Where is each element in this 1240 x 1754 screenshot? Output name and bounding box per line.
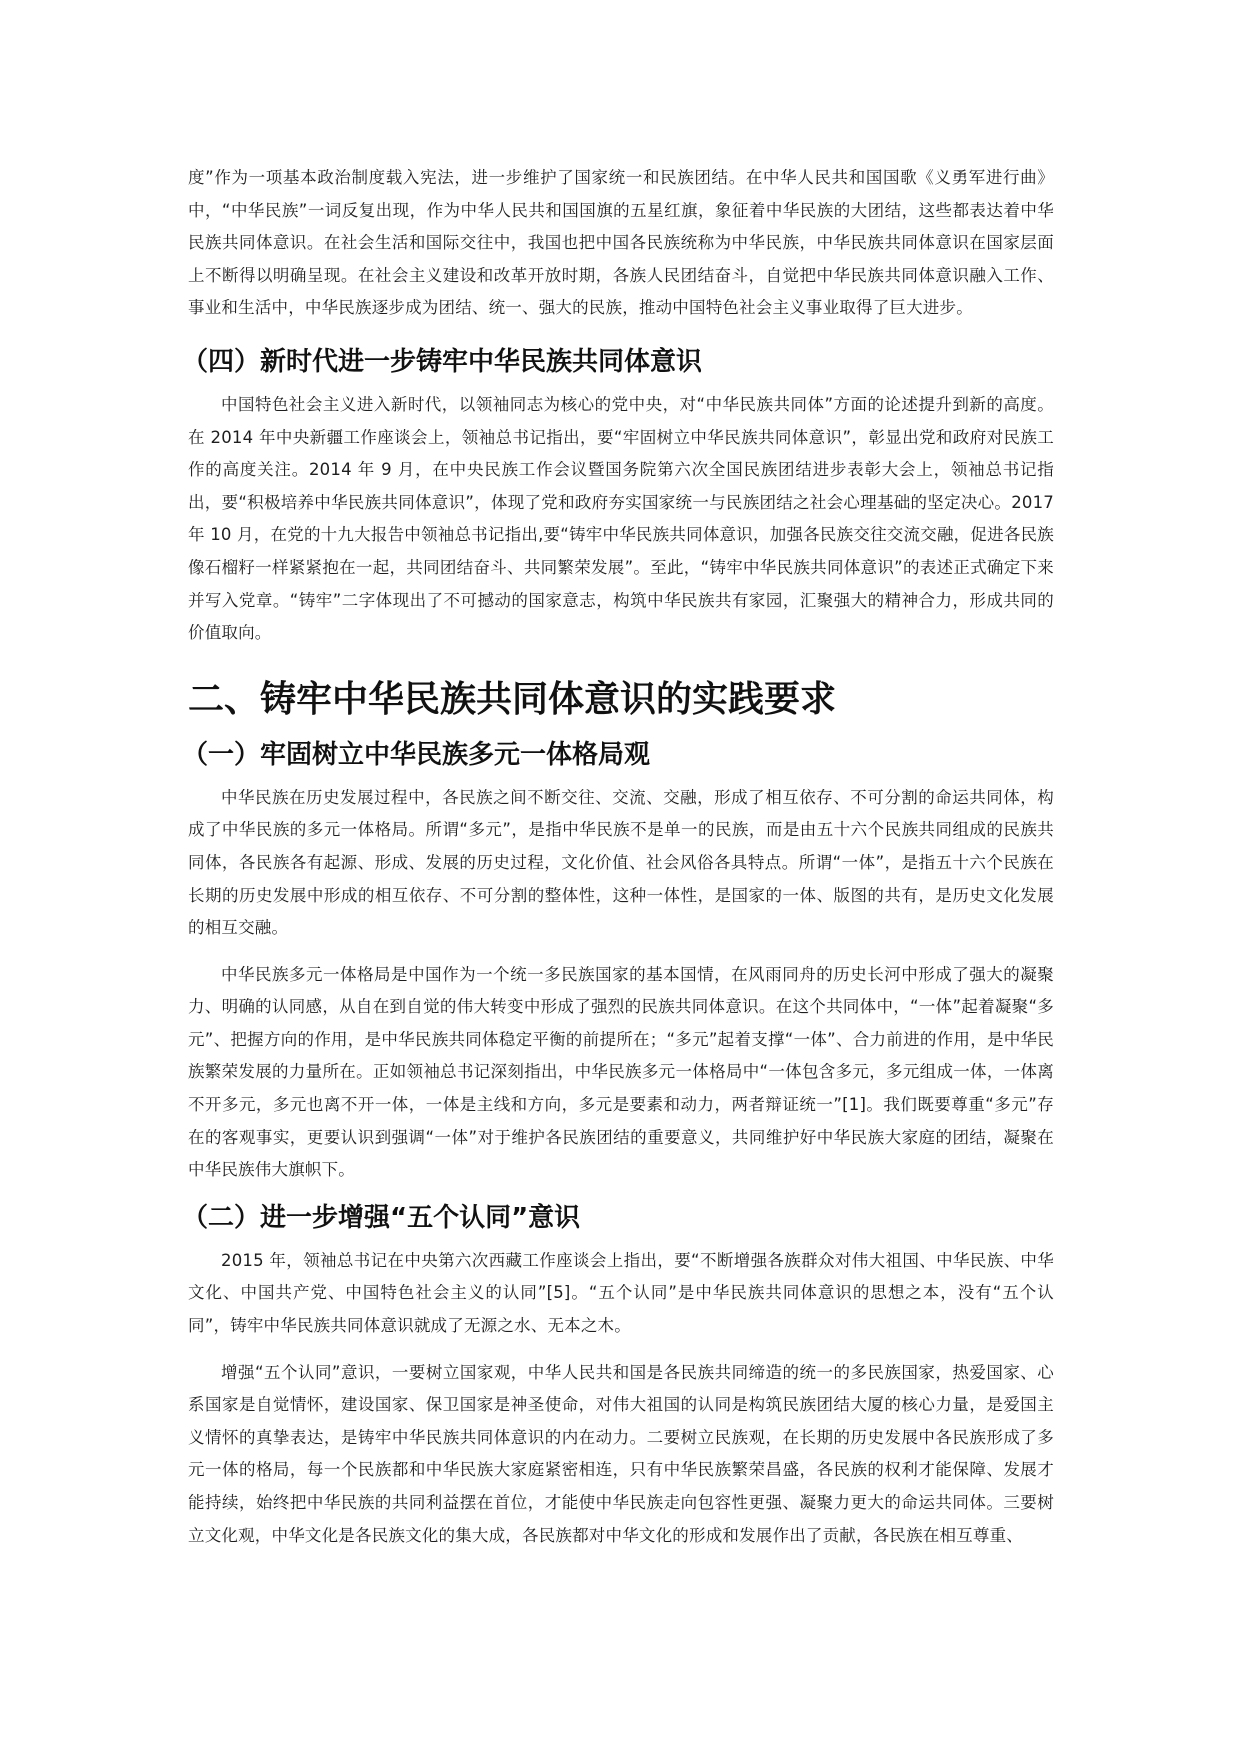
paragraph-2-1-a: 中华民族在历史发展过程中，各民族之间不断交往、交流、交融，形成了相互依存、不可分割的命运共同体，构成了中华民族的多元一体格局。所谓“多元”，是指中华民族不是单一的民族，而是由五十六个民族共同组成的民族共同体，各民族各有起源、形成、发展的历史过程，文化价值、社会风俗各具特点。所谓“一体”，是指五十六个民族在长期的历史发展中形成的相互依存、不可分割的整体性，这种一体性，是国家的一体、版图的共有，是历史文化发展的相互交融。 bbox=[188, 787, 1054, 938]
document-body bbox=[182, 162, 1054, 1552]
paragraph-2-2-b: 增强“五个认同”意识，一要树立国家观，中华人民共和国是各民族共同缔造的统一的多民族国家，热爱国家、心系国家是自觉情怀，建设国家、保卫国家是神圣使命，对伟大祖国的认同是构筑民族团结大厦的核心力量，是爱国主义情怀的真挚表达，是铸牢中华民族共同体意识的内在动力。二要树立民族观，在长期的历史发展中各民族形成了多元一体的格局，每一个民族都和中华民族大家庭紧密相连，只有中华民族繁荣昌盛，各民族的权利才能保障、发展才能持续，始终把中华民族的共同利益摆在首位，才能使中华民族走向包容性更强、凝聚力更大的命运共同体。三要树立文化观，中华文化是各民族文化的集大成，各民族都对中华文化的形成和发展作出了贡献，各民族在相互尊重、 bbox=[188, 1362, 1054, 1545]
chapter-heading-2: 二、铸牢中华民族共同体意识的实践要求 bbox=[188, 678, 837, 720]
section-heading-2-1: （一）牢固树立中华民族多元一体格局观 bbox=[182, 739, 651, 770]
section-heading-2-2: （二）进一步增强“五个认同”意识 bbox=[182, 1202, 581, 1233]
section-heading-4: （四）新时代进一步铸牢中华民族共同体意识 bbox=[182, 346, 703, 377]
paragraph-intro: 度”作为一项基本政治制度载入宪法，进一步维护了国家统一和民族团结。在中华人民共和国国歌《义勇军进行曲》中，“中华民族”一词反复出现，作为中华人民共和国国旗的五星红旗，象征着中华民族的大团结，这些都表达着中华民族共同体意识。在社会生活和国际交往中，我国也把中国各民族统称为中华民族，中华民族共同体意识在国家层面上不断得以明确呈现。在社会主义建设和改革开放时期，各族人民团结奋斗，自觉把中华民族共同体意识融入工作、事业和生活中，中华民族逐步成为团结、统一、强大的民族，推动中国特色社会主义事业取得了巨大进步。 bbox=[188, 168, 1054, 318]
paragraph-2-1-b: 中华民族多元一体格局是中国作为一个统一多民族国家的基本国情，在风雨同舟的历史长河中形成了强大的凝聚力、明确的认同感，从自在到自觉的伟大转变中形成了强烈的民族共同体意识。在这个共同体中，“一体”起着凝聚“多元”、把握方向的作用，是中华民族共同体稳定平衡的前提所在；“多元”起着支撑“一体”、合力前进的作用，是中华民族繁荣发展的力量所在。正如领袖总书记深刻指出，中华民族多元一体格局中“一体包含多元，多元组成一体，一体离不开多元，多元也离不开一体，一体是主线和方向，多元是要素和动力，两者辩证统一”[1]。我们既要尊重“多元”存在的客观事实，更要认识到强调“一体”对于维护各民族团结的重要意义，共同维护好中华民族大家庭的团结，凝聚在中华民族伟大旗帜下。 bbox=[188, 964, 1054, 1180]
paragraph-section-4: 中国特色社会主义进入新时代，以领袖同志为核心的党中央，对“中华民族共同体”方面的论述提升到新的高度。在 2014 年中央新疆工作座谈会上，领袖总书记指出，要“牢固树立中华民族共同体意识”，彰显出党和政府对民族工作的高度关注。2014 年 9 月，在中央民族工作会议暨国务院第六次全国民族团结进步表彰大会上，领袖总书记指出，要“积极培养中华民族共同体意识”，体现了党和政府夯实国家统一与民族团结之社会心理基础的坚定决心。2017 年 10 月，在党的十九大报告中领袖总书记指出,要“铸牢中华民族共同体意识，加强各民族交往交流交融，促进各民族像石榴籽一样紧紧抱在一起，共同团结奋斗、共同繁荣发展”。至此，“铸牢中华民族共同体意识”的表述正式确定下来并写入党章。“铸牢”二字体现出了不可撼动的国家意志，构筑中华民族共有家园，汇聚强大的精神合力，形成共同的价值取向。 bbox=[188, 394, 1054, 643]
paragraph-2-2-a: 2015 年，领袖总书记在中央第六次西藏工作座谈会上指出，要“不断增强各族群众对伟大祖国、中华民族、中华文化、中国共产党、中国特色社会主义的认同”[5]。“五个认同”是中华民族共同体意识的思想之本，没有“五个认同”，铸牢中华民族共同体意识就成了无源之水、无本之木。 bbox=[188, 1250, 1054, 1336]
